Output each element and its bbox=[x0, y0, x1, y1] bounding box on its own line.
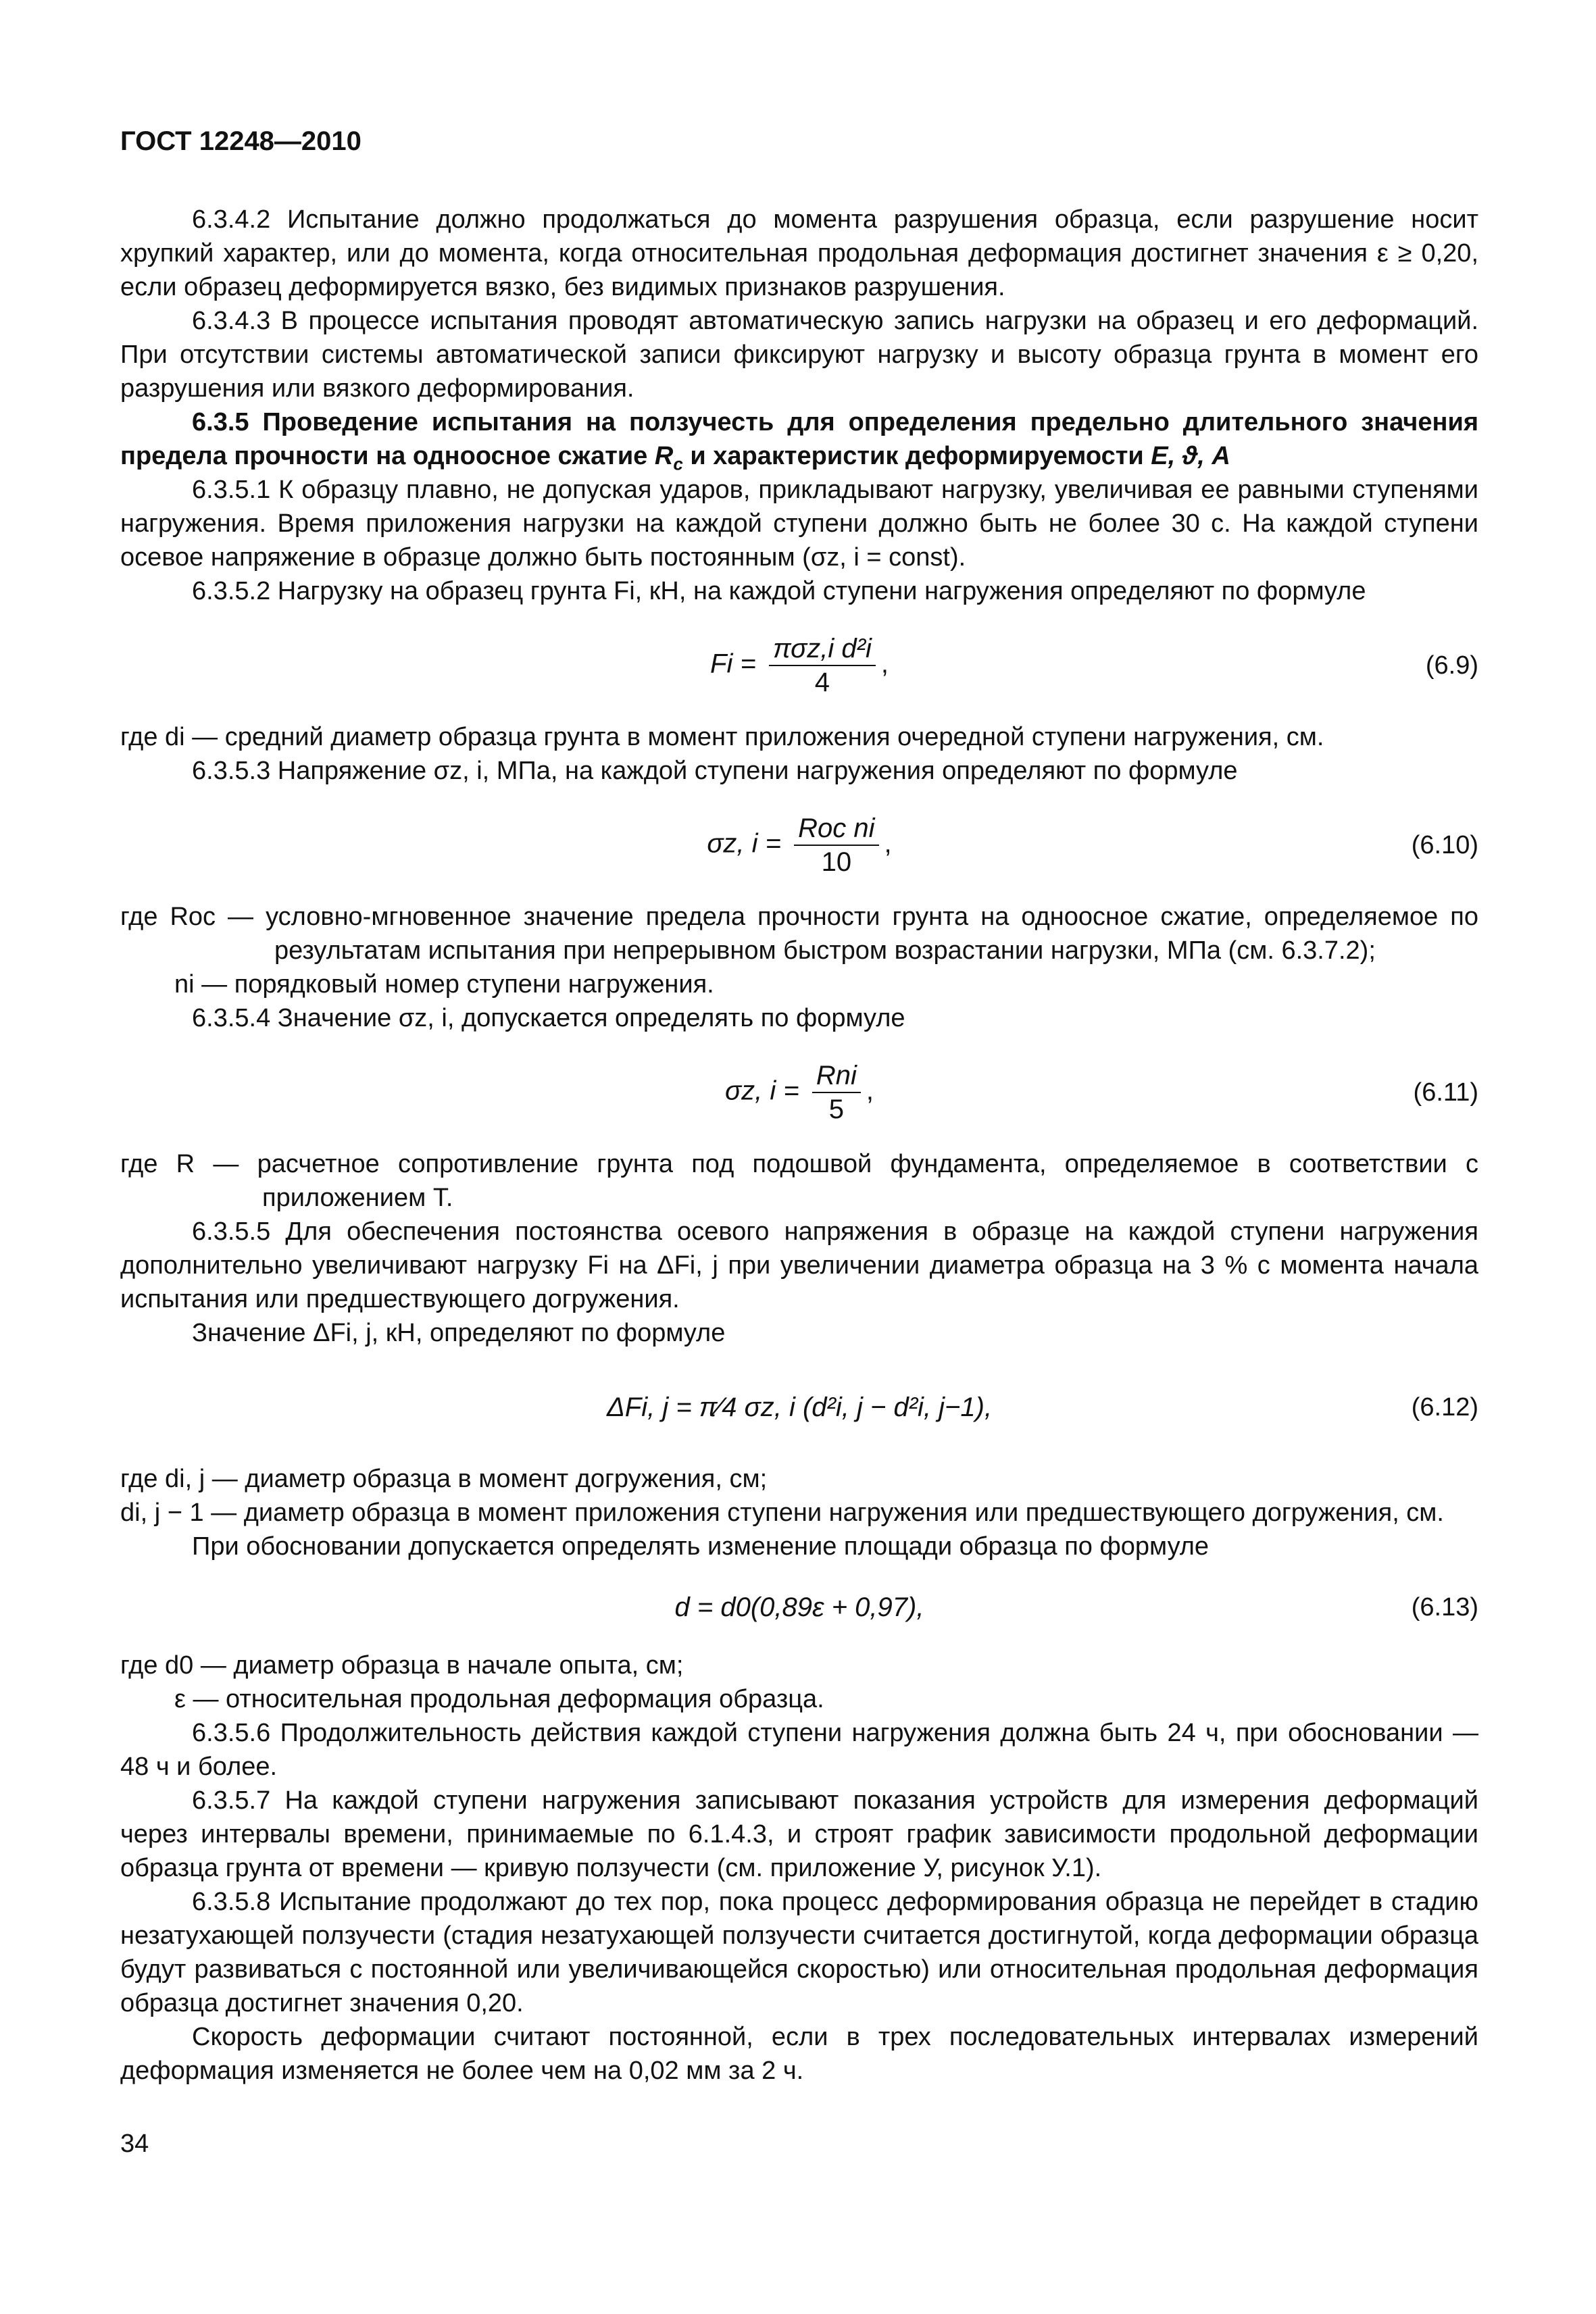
formula-numerator: Rni bbox=[812, 1059, 861, 1093]
formula-denominator: 5 bbox=[828, 1095, 844, 1124]
formula-number: (6.9) bbox=[1425, 651, 1478, 680]
paragraph-speed: Скорость деформации считают постоянной, если в трех последовательных интервалах измерений деформация изменяется не более чем на 0,02 мм за 2 ч. bbox=[120, 2023, 1478, 2085]
where-di: где di — средний диаметр образца грунта в момент приложения очередной ступени нагружения, см. bbox=[120, 723, 1324, 751]
section-heading-6-3-5 bbox=[120, 405, 1478, 473]
formula-denominator: 10 bbox=[821, 847, 852, 877]
formula-number: (6.13) bbox=[1411, 1593, 1478, 1621]
where-ni: ni — порядковый номер ступени нагружения. bbox=[174, 970, 714, 999]
paragraph-6-3-5-2: 6.3.5.2 Нагрузку на образец грунта Fi, кН, на каждой ступени нагружения определяют по формуле bbox=[192, 577, 1366, 605]
formula-lhs: σz, i = bbox=[725, 1076, 799, 1106]
heading-tail: и характеристик деформируемости bbox=[682, 442, 1144, 470]
formula-lhs: σz, i = bbox=[707, 828, 782, 859]
where-r: где R — расчетное сопротивление грунта под подошвой фундамента, определяемое в соответствии с приложением Т. bbox=[120, 1150, 1478, 1212]
formula-6-9: Fi = $\frac{\text{πσz,i d²i}}{4}$ , (6.9) bbox=[710, 634, 1478, 697]
where-dij-1: di, j − 1 — диаметр образца в момент приложения ступени нагружения или предшествующего догружения, см. bbox=[120, 1499, 1444, 1527]
formula-numerator: Roc ni bbox=[794, 812, 878, 846]
paragraph-6-3-5-6: 6.3.5.6 Продолжительность действия каждой ступени нагружения должна быть 24 ч, при обосновании — 48 ч и более. bbox=[120, 1719, 1478, 1781]
formula-fraction bbox=[769, 632, 876, 699]
paragraph-6-3-5-3: 6.3.5.3 Напряжение σz, i, МПа, на каждой ступени нагружения определяют по формуле bbox=[192, 757, 1238, 785]
where-epsilon: ε — относительная продольная деформация образца. bbox=[174, 1685, 824, 1713]
paragraph-6-3-4-3: 6.3.4.3 В процессе испытания проводят автоматическую запись нагрузки на образец и его деформаций. При отсутствии системы автоматической записи фиксируют нагрузку и высоту образца грунта в момент его разрушения или вязкого деформирования. bbox=[120, 307, 1478, 403]
formula-lhs: Fi = bbox=[710, 649, 756, 679]
document-header: ГОСТ 12248—2010 bbox=[120, 126, 361, 156]
formula-6-11: σz, i = $\frac{\text{Rni}}{5}$ , (6.11) bbox=[725, 1061, 1478, 1124]
paragraph-6-3-4-2: 6.3.4.2 Испытание должно продолжаться до момента разрушения образца, если разрушение носит хрупкий характер, или до момента, когда относительная продольная деформация достигнет значения ε ≥ 0,20, если образец деформируется вязко, без видимых признаков разрушения. bbox=[120, 205, 1478, 301]
formula-number: (6.11) bbox=[1413, 1078, 1478, 1107]
paragraph-6-3-5-4: 6.3.5.4 Значение σz, i, допускается определять по формуле bbox=[192, 1004, 905, 1032]
where-d0: где d0 — диаметр образца в начале опыта, см; bbox=[120, 1651, 684, 1680]
paragraph-6-3-5-8: 6.3.5.8 Испытание продолжают до тех пор, пока процесс деформирования образца не перейдет в стадию незатухающей ползучести (стадия незатухающей ползучести считается достигнутой, когда деформации образца будут развиваться с постоянной или увеличивающейся скоростью) или относительная продольная деформация образца достигнет значения 0,20. bbox=[120, 1888, 1478, 2017]
heading-symbols: E, ϑ, A bbox=[1151, 442, 1230, 470]
heading-text: 6.3.5 Проведение испытания на ползучесть для определения предельно длительного значения предела прочности на одноосное сжатие bbox=[120, 408, 1478, 470]
formula-denominator: 4 bbox=[814, 668, 830, 697]
formula-expression: d = d0(0,89ε + 0,97), bbox=[674, 1592, 924, 1622]
document-body bbox=[120, 203, 1478, 2088]
formula-6-13 bbox=[120, 1570, 1478, 1644]
page-number: 34 bbox=[120, 2130, 149, 2158]
formula-number: (6.12) bbox=[1411, 1393, 1478, 1422]
formula-number: (6.10) bbox=[1411, 831, 1478, 859]
formula-fraction bbox=[812, 1059, 861, 1126]
paragraph-6-3-5-5: 6.3.5.5 Для обеспечения постоянства осевого напряжения в образце на каждой ступени нагружения дополнительно увеличивают нагрузку Fi на ΔFi, j при увеличении диаметра образца на 3 % с момента начала испытания или предшествующего догружения. bbox=[120, 1217, 1478, 1313]
formula-fraction bbox=[794, 812, 878, 878]
formula-numerator: πσz,i d²i bbox=[769, 632, 876, 666]
paragraph-delta-f: Значение ΔFi, j, кН, определяют по формуле bbox=[192, 1319, 726, 1347]
formula-expression: ΔFi, j = π⁄4 σz, i (d²i, j − d²i, j−1), bbox=[606, 1392, 993, 1422]
paragraph-6-3-5-1: 6.3.5.1 К образцу плавно, не допуская ударов, прикладывают нагрузку, увеличивая ее равными ступенями нагружения. Время приложения нагрузки на каждой ступени должно быть не более 30 с. На каждой ступени осевое напряжение в образце должно быть постоянным (σz, i = const). bbox=[120, 476, 1478, 572]
paragraph-area-change: При обосновании допускается определять изменение площади образца по формуле bbox=[192, 1532, 1210, 1561]
formula-6-10: σz, i = $\frac{\text{Roc ni}}{10}$ , (6.10) bbox=[707, 813, 1478, 877]
where-roc: где Roc — условно-мгновенное значение предела прочности грунта на одноосное сжатие, определяемое по результатам испытания при непрерывном быстром возрастании нагрузки, МПа (см. 6.3.7.2); bbox=[120, 903, 1478, 965]
heading-symbol-rc: $R_c$ bbox=[654, 442, 683, 474]
paragraph-6-3-5-7: 6.3.5.7 На каждой ступени нагружения записывают показания устройств для измерения деформаций через интервалы времени, принимаемые по 6.1.4.3, и строят график зависимости продольной деформации образца грунта от времени — кривую ползучести (см. приложение У, рисунок У.1). bbox=[120, 1786, 1478, 1882]
where-dij: где di, j — диаметр образца в момент догружения, см; bbox=[120, 1465, 768, 1493]
formula-6-12 bbox=[120, 1357, 1478, 1458]
